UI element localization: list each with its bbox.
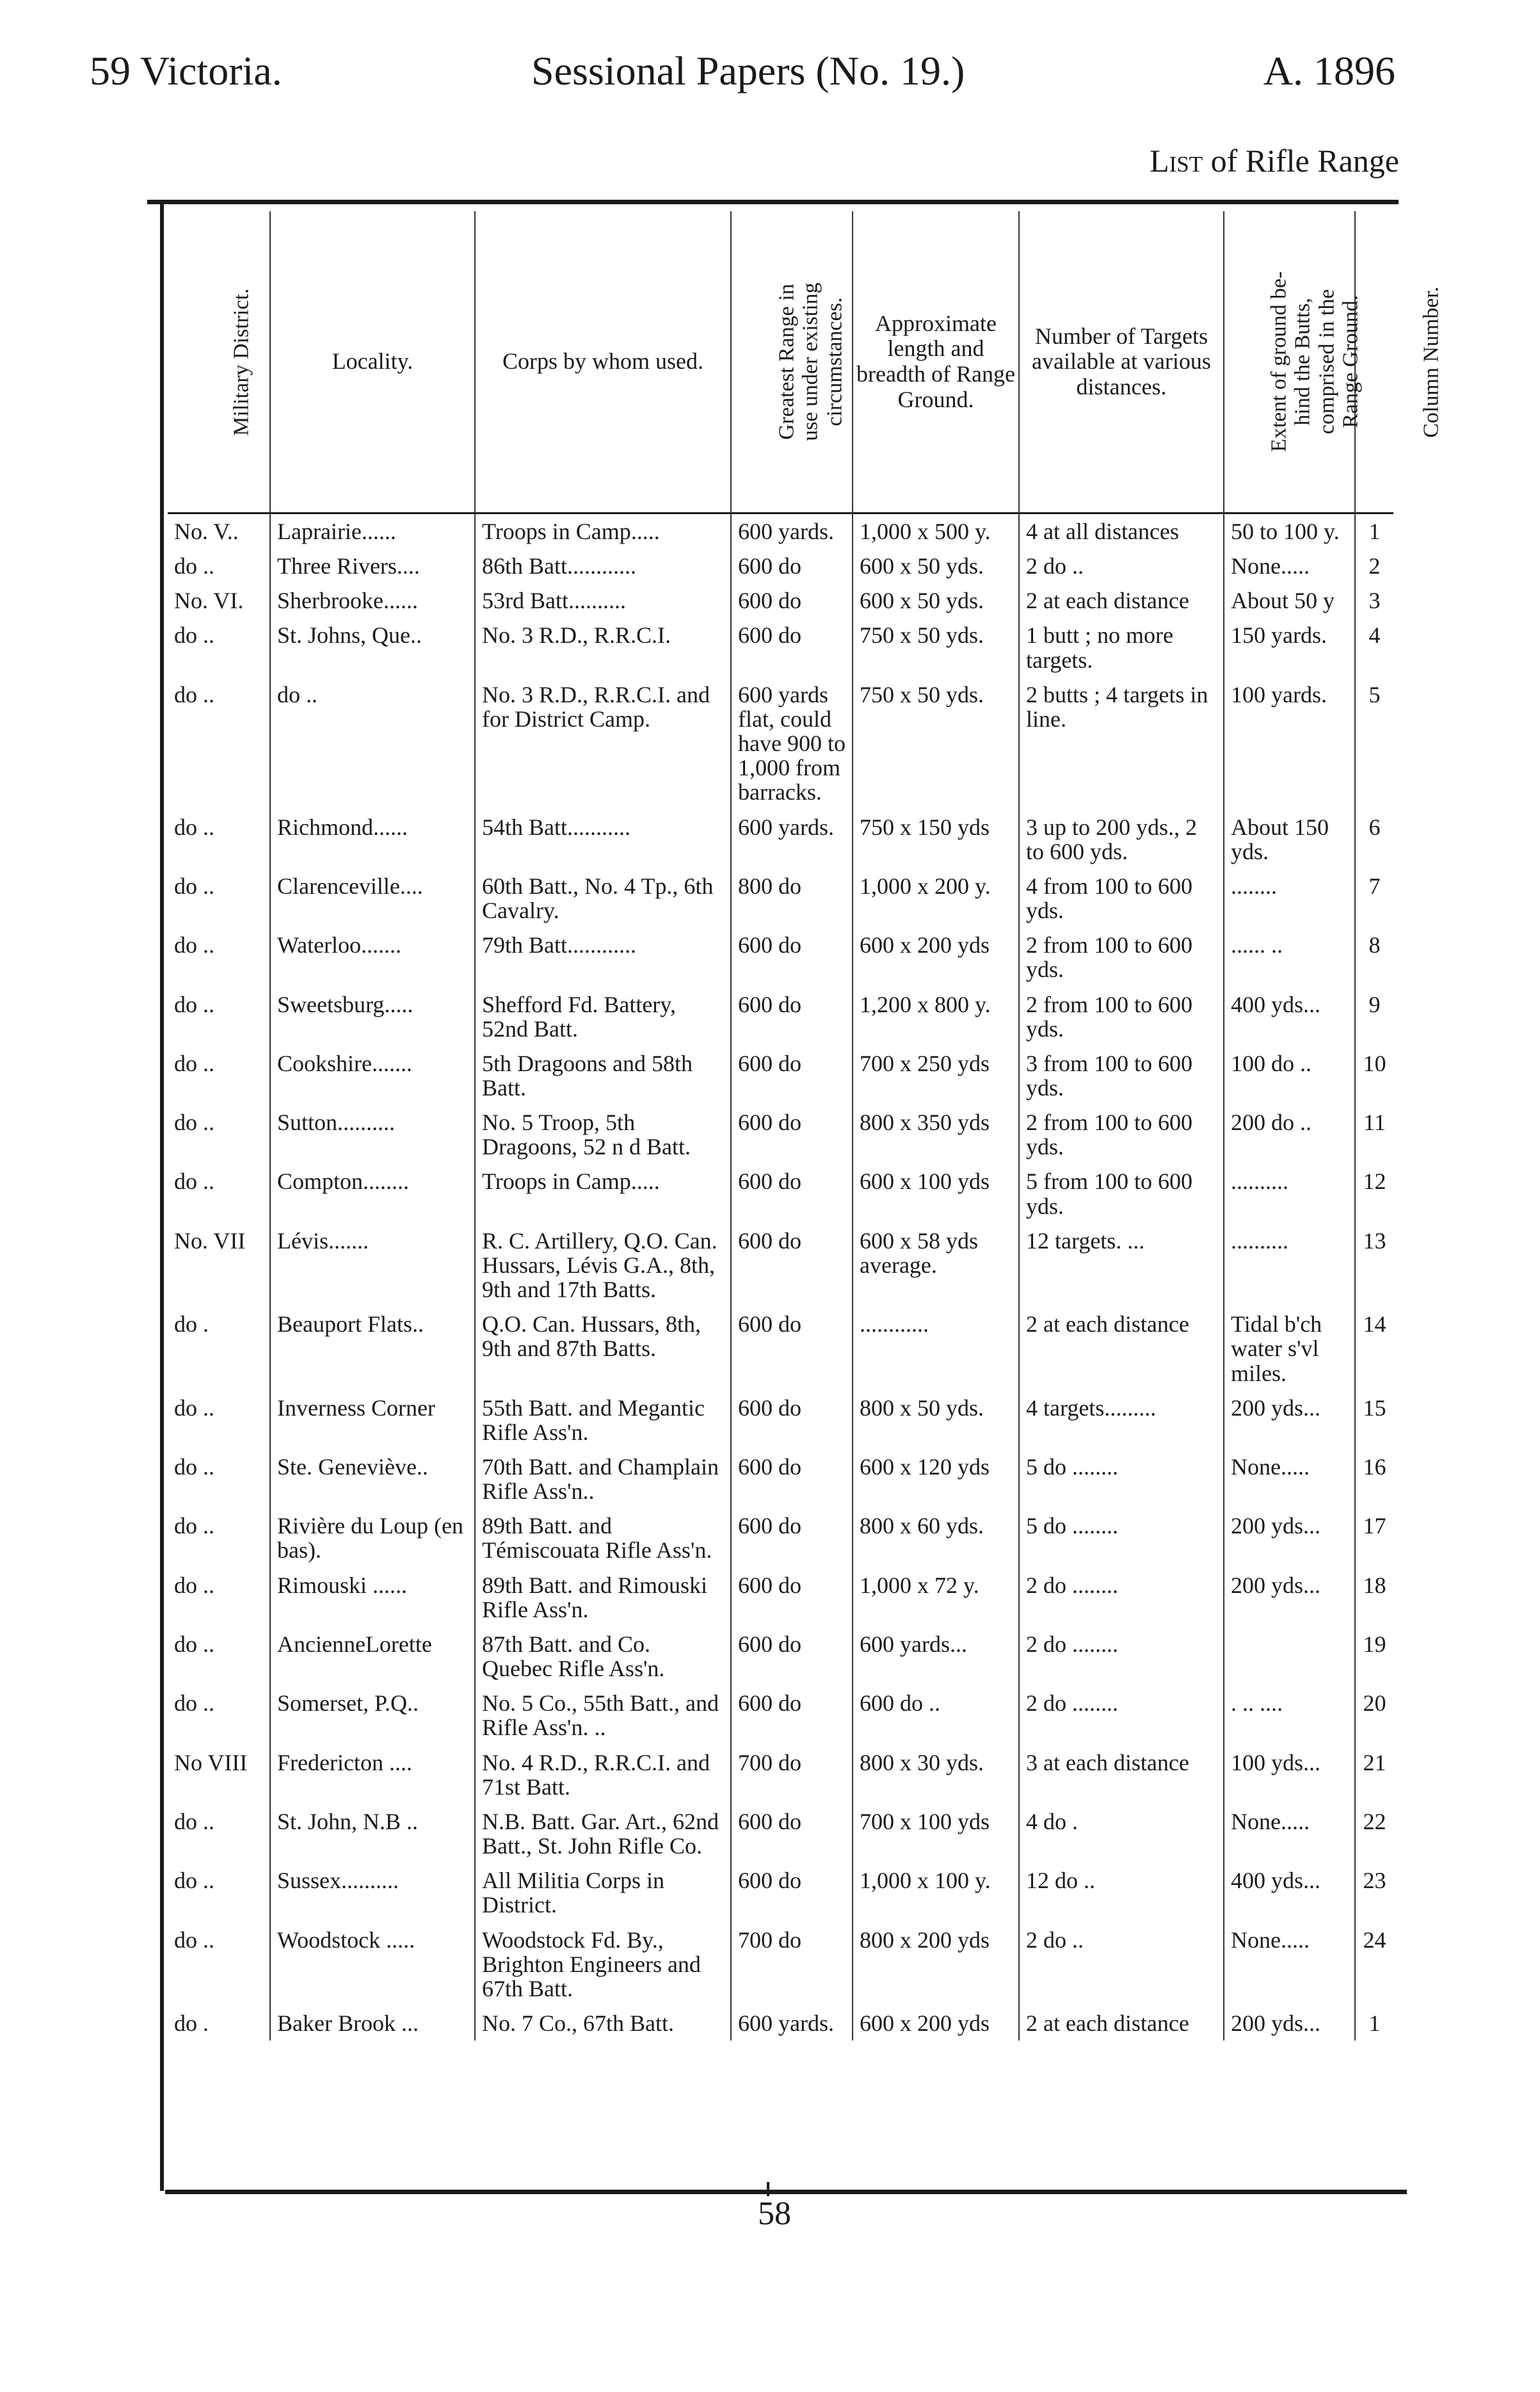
extent-cell: ..........	[1224, 1164, 1355, 1223]
locality-cell: Sutton..........	[270, 1105, 475, 1164]
header-locality-label: Locality.	[332, 348, 413, 375]
extent-cell: 50 to 100 y.	[1224, 513, 1355, 549]
locality-cell: Three Rivers....	[270, 549, 475, 583]
extent-cell: 200 do ..	[1224, 1105, 1355, 1164]
district-cell: do ..	[174, 932, 214, 958]
locality-cell: Inverness Corner	[270, 1391, 475, 1450]
column-number-cell: 11	[1355, 1105, 1393, 1164]
greatest-range-cell: 600 yards.	[731, 2006, 853, 2040]
district-cell: No. V..	[174, 519, 239, 544]
extent-cell: 100 yds...	[1224, 1745, 1355, 1804]
approximate-size-cell: 600 yards...	[853, 1627, 1019, 1686]
greatest-range-cell: 600 do	[731, 583, 853, 618]
extent-cell: ...... ..	[1224, 928, 1355, 987]
table-row	[168, 513, 1393, 549]
district-cell: do ..	[174, 1110, 214, 1136]
column-number-cell: 9	[1355, 987, 1393, 1046]
greatest-range-cell: 600 do	[731, 1307, 853, 1390]
table-row	[168, 1804, 1393, 1863]
table-row	[168, 1627, 1393, 1686]
locality-cell: Somerset, P.Q..	[270, 1686, 475, 1745]
district-cell: do ..	[174, 1690, 214, 1717]
approximate-size-cell: 1,000 x 200 y.	[853, 869, 1019, 928]
locality-cell: St. John, N.B ..	[270, 1804, 475, 1863]
approximate-size-cell: 750 x 50 yds.	[853, 618, 1019, 677]
targets-cell: 5 do ........	[1019, 1450, 1224, 1508]
corps-cell: 79th Batt............	[475, 928, 731, 987]
extent-cell	[1224, 1627, 1355, 1686]
locality-cell: Sweetsburg.....	[270, 987, 475, 1046]
page-number: 58	[758, 2195, 791, 2232]
greatest-range-cell: 700 do	[731, 1745, 853, 1804]
column-number-cell: 24	[1355, 1923, 1393, 2006]
top-rule	[147, 200, 1399, 204]
table-body	[168, 513, 1393, 2041]
extent-cell: . .. ....	[1224, 1686, 1355, 1745]
greatest-range-cell: 600 do	[731, 1105, 853, 1164]
locality-cell: Sussex..........	[270, 1863, 475, 1922]
district-cell: No. VII	[174, 1227, 246, 1254]
corps-cell: No. 4 R.D., R.R.C.I. and 71st Batt.	[475, 1745, 731, 1804]
header-approximate-size	[853, 211, 1019, 513]
approximate-size-cell: 750 x 150 yds	[853, 810, 1019, 869]
district-cell: do ..	[174, 1927, 214, 1953]
corps-cell: No. 7 Co., 67th Batt.	[475, 2006, 731, 2040]
table-row	[168, 1046, 1393, 1105]
approximate-size-cell: 1,000 x 100 y.	[853, 1863, 1019, 1922]
locality-cell: Beauport Flats..	[270, 1307, 475, 1390]
targets-cell: 2 do ........	[1019, 1627, 1224, 1686]
table-row	[168, 1307, 1393, 1390]
header-greatest-range-label	[775, 282, 847, 440]
greatest-range-cell: 600 do	[731, 1804, 853, 1863]
locality-cell: Waterloo.......	[270, 928, 475, 987]
approximate-size-cell: 600 x 100 yds	[853, 1164, 1019, 1223]
district-cell: do ..	[174, 991, 214, 1017]
greatest-range-cell: 600 yards.	[731, 513, 853, 549]
table-row	[168, 810, 1393, 869]
header-military-district-label: Military District.	[229, 288, 253, 437]
corps-cell: Shefford Fd. Battery, 52nd Batt.	[475, 987, 731, 1046]
extent-cell: About 150 yds.	[1224, 810, 1355, 869]
locality-cell: do ..	[270, 677, 475, 810]
approximate-size-cell: 1,000 x 500 y.	[853, 513, 1019, 549]
targets-cell: 2 from 100 to 600 yds.	[1019, 928, 1224, 987]
corps-cell: Troops in Camp.....	[475, 513, 731, 549]
header-extent-line4: Range Ground.	[1338, 295, 1363, 428]
running-head	[90, 47, 1395, 99]
targets-cell: 1 butt ; no more targets.	[1019, 618, 1224, 677]
locality-cell: Cookshire.......	[270, 1046, 475, 1105]
greatest-range-cell: 600 do	[731, 1863, 853, 1922]
greatest-range-cell: 600 do	[731, 987, 853, 1046]
targets-cell: 4 from 100 to 600 yds.	[1019, 869, 1224, 928]
targets-cell: 4 do .	[1019, 1804, 1224, 1863]
locality-cell: Woodstock .....	[270, 1923, 475, 2006]
targets-cell: 5 from 100 to 600 yds.	[1019, 1164, 1224, 1223]
column-number-cell: 1	[1355, 513, 1393, 549]
caption-small-caps: List	[1150, 143, 1203, 179]
approximate-size-cell: 600 do ..	[853, 1686, 1019, 1745]
targets-cell: 3 from 100 to 600 yds.	[1019, 1046, 1224, 1105]
greatest-range-cell: 800 do	[731, 869, 853, 928]
table-row	[168, 1508, 1393, 1567]
district-cell: do ..	[174, 1394, 214, 1421]
extent-cell: ..........	[1224, 1224, 1355, 1307]
approximate-size-cell: 700 x 250 yds	[853, 1046, 1019, 1105]
corps-cell: 86th Batt............	[475, 549, 731, 583]
targets-cell: 2 do ........	[1019, 1568, 1224, 1627]
rifle-range-table	[168, 211, 1443, 2040]
locality-cell: Lévis.......	[270, 1224, 475, 1307]
approximate-size-cell: 800 x 30 yds.	[853, 1745, 1019, 1804]
corps-cell: All Militia Corps in District.	[475, 1863, 731, 1922]
header-greatest-line2: use under existing	[799, 282, 823, 441]
header-corps-label: Corps by whom used.	[502, 348, 703, 375]
header-targets-label: Number of Targets available at various distances.	[1032, 323, 1211, 400]
column-number-cell: 16	[1355, 1450, 1393, 1508]
extent-cell: 100 yards.	[1224, 677, 1355, 810]
targets-cell: 2 do ..	[1019, 549, 1224, 583]
corps-cell: 60th Batt., No. 4 Tp., 6th Cavalry.	[475, 869, 731, 928]
district-cell: do ..	[174, 1168, 214, 1195]
corps-cell: 70th Batt. and Champlain Rifle Ass'n..	[475, 1450, 731, 1508]
locality-cell: St. Johns, Que..	[270, 618, 475, 677]
corps-cell: 87th Batt. and Co. Quebec Rifle Ass'n.	[475, 1627, 731, 1686]
extent-cell: None.....	[1224, 1923, 1355, 2006]
column-number-cell: 4	[1355, 618, 1393, 677]
corps-cell: 55th Batt. and Megantic Rifle Ass'n.	[475, 1391, 731, 1450]
district-cell: do ..	[174, 1513, 214, 1539]
header-locality	[270, 211, 475, 513]
column-number-cell: 14	[1355, 1307, 1393, 1390]
corps-cell: No. 5 Troop, 5th Dragoons, 52 n d Batt.	[475, 1105, 731, 1164]
greatest-range-cell: 600 yards flat, could have 900 to 1,000 from barracks.	[731, 677, 853, 810]
greatest-range-cell: 600 do	[731, 1450, 853, 1508]
greatest-range-cell: 600 do	[731, 1224, 853, 1307]
table-caption	[1150, 142, 1399, 179]
header-extent-line3: comprised in the	[1315, 289, 1339, 435]
greatest-range-cell: 700 do	[731, 1923, 853, 2006]
greatest-range-cell: 600 do	[731, 1568, 853, 1627]
greatest-range-cell: 600 do	[731, 1627, 853, 1686]
column-number-cell: 17	[1355, 1508, 1393, 1567]
district-cell: do ..	[174, 1572, 214, 1598]
column-number-cell: 1	[1355, 2006, 1393, 2040]
header-greatest-line1: Greatest Range in	[774, 284, 799, 440]
targets-cell: 2 at each distance	[1019, 583, 1224, 618]
column-number-cell: 2	[1355, 549, 1393, 583]
locality-cell: Ste. Geneviève..	[270, 1450, 475, 1508]
approximate-size-cell: 600 x 200 yds	[853, 2006, 1019, 2040]
district-cell: do ..	[174, 1050, 214, 1076]
greatest-range-cell: 600 do	[731, 1391, 853, 1450]
column-number-cell: 13	[1355, 1224, 1393, 1307]
column-number-cell: 21	[1355, 1745, 1393, 1804]
extent-cell: 200 yds...	[1224, 1568, 1355, 1627]
column-number-cell: 5	[1355, 677, 1393, 810]
corps-cell: 89th Batt. and Rimouski Rifle Ass'n.	[475, 1568, 731, 1627]
column-number-cell: 19	[1355, 1627, 1393, 1686]
table-row	[168, 928, 1393, 987]
district-cell: do .	[174, 1311, 209, 1337]
targets-cell: 2 at each distance	[1019, 1307, 1224, 1390]
approximate-size-cell: 600 x 200 yds	[853, 928, 1019, 987]
approximate-size-cell: 800 x 50 yds.	[853, 1391, 1019, 1450]
table-row	[168, 1391, 1393, 1450]
corps-cell: 53rd Batt..........	[475, 583, 731, 618]
district-cell: do .	[174, 2010, 209, 2036]
extent-cell: Tidal b'ch water s'vl miles.	[1224, 1307, 1355, 1390]
table-row	[168, 1686, 1393, 1745]
greatest-range-cell: 600 do	[731, 618, 853, 677]
approximate-size-cell: ............	[853, 1307, 1019, 1390]
approximate-size-cell: 600 x 50 yds.	[853, 583, 1019, 618]
targets-cell: 2 do ..	[1019, 1923, 1224, 2006]
extent-cell: 200 yds...	[1224, 1508, 1355, 1567]
table-row	[168, 677, 1393, 810]
locality-cell: Sherbrooke......	[270, 583, 475, 618]
district-cell: do ..	[174, 873, 214, 899]
approximate-size-cell: 600 x 58 yds average.	[853, 1224, 1019, 1307]
locality-cell: Laprairie......	[270, 513, 475, 549]
extent-cell: 150 yards.	[1224, 618, 1355, 677]
corps-cell: 54th Batt...........	[475, 810, 731, 869]
targets-cell: 4 at all distances	[1019, 513, 1224, 549]
table-row	[168, 1745, 1393, 1804]
header-targets	[1019, 211, 1224, 513]
approximate-size-cell: 800 x 60 yds.	[853, 1508, 1019, 1567]
district-cell: do ..	[174, 1631, 214, 1657]
locality-cell: AncienneLorette	[270, 1627, 475, 1686]
greatest-range-cell: 600 do	[731, 1508, 853, 1567]
header-extent-line2: hind the Butts,	[1290, 298, 1315, 426]
corps-cell: Q.O. Can. Hussars, 8th, 9th and 87th Batts.	[475, 1307, 731, 1390]
approximate-size-cell: 1,000 x 72 y.	[853, 1568, 1019, 1627]
table-row	[168, 1923, 1393, 2006]
header-column-number-label: Column Number.	[1419, 286, 1443, 439]
sessional-papers-title: Sessional Papers (No. 19.)	[531, 48, 965, 93]
approximate-size-cell: 1,200 x 800 y.	[853, 987, 1019, 1046]
table-row	[168, 583, 1393, 618]
column-number-cell: 8	[1355, 928, 1393, 987]
approximate-size-cell: 700 x 100 yds	[853, 1804, 1019, 1863]
corps-cell: Woodstock Fd. By., Brighton Engineers and 67th Batt.	[475, 1923, 731, 2006]
greatest-range-cell: 600 do	[731, 1686, 853, 1745]
extent-cell: 200 yds...	[1224, 2006, 1355, 2040]
session-label: 59 Victoria.	[90, 48, 282, 93]
greatest-range-cell: 600 yards.	[731, 810, 853, 869]
greatest-range-cell: 600 do	[731, 1046, 853, 1105]
header-greatest-range	[731, 211, 853, 513]
table-row	[168, 1450, 1393, 1508]
table-row	[168, 1164, 1393, 1223]
targets-cell: 4 targets.........	[1019, 1391, 1224, 1450]
greatest-range-cell: 600 do	[731, 1164, 853, 1223]
column-number-cell: 7	[1355, 869, 1393, 928]
header-extent-label	[1267, 271, 1363, 452]
corps-cell: 89th Batt. and Témiscouata Rifle Ass'n.	[475, 1508, 731, 1567]
year-label: A. 1896	[1263, 48, 1395, 93]
locality-cell: Clarenceville....	[270, 869, 475, 928]
locality-cell: Baker Brook ...	[270, 2006, 475, 2040]
locality-cell: Rivière du Loup (en bas).	[270, 1508, 475, 1567]
corps-cell: No. 5 Co., 55th Batt., and Rifle Ass'n. ..	[475, 1686, 731, 1745]
locality-cell: Richmond......	[270, 810, 475, 869]
extent-cell: 100 do ..	[1224, 1046, 1355, 1105]
table-row	[168, 1863, 1393, 1922]
extent-cell: About 50 y	[1224, 583, 1355, 618]
targets-cell: 3 at each distance	[1019, 1745, 1224, 1804]
column-number-cell: 15	[1355, 1391, 1393, 1450]
district-cell: do ..	[174, 622, 214, 649]
approximate-size-cell: 800 x 350 yds	[853, 1105, 1019, 1164]
header-military-district	[168, 211, 270, 513]
extent-cell: ........	[1224, 869, 1355, 928]
table-row	[168, 1105, 1393, 1164]
table-header	[168, 211, 1443, 513]
targets-cell: 2 do ........	[1019, 1686, 1224, 1745]
header-greatest-line3: circumstances.	[822, 297, 847, 426]
greatest-range-cell: 600 do	[731, 549, 853, 583]
caption-rest: of Rifle Range	[1203, 143, 1399, 179]
left-rule	[160, 204, 164, 2191]
column-number-cell: 12	[1355, 1164, 1393, 1223]
extent-cell: 200 yds...	[1224, 1391, 1355, 1450]
corps-cell: Troops in Camp.....	[475, 1164, 731, 1223]
header-extent-line1: Extent of ground be-	[1267, 271, 1291, 453]
district-cell: do ..	[174, 1808, 214, 1834]
locality-cell: Rimouski ......	[270, 1568, 475, 1627]
table-row	[168, 549, 1393, 583]
targets-cell: 2 from 100 to 600 yds.	[1019, 1105, 1224, 1164]
column-number-cell: 6	[1355, 810, 1393, 869]
targets-cell: 5 do ........	[1019, 1508, 1224, 1567]
header-corps	[475, 211, 731, 513]
column-number-cell: 10	[1355, 1046, 1393, 1105]
corps-cell: No. 3 R.D., R.R.C.I.	[475, 618, 731, 677]
table-row	[168, 2006, 1393, 2040]
approximate-size-cell: 600 x 50 yds.	[853, 549, 1019, 583]
column-number-cell: 3	[1355, 583, 1393, 618]
targets-cell: 12 targets. ...	[1019, 1224, 1224, 1307]
column-number-cell: 20	[1355, 1686, 1393, 1745]
district-cell: do ..	[174, 814, 214, 840]
targets-cell: 2 butts ; 4 targets in line.	[1019, 677, 1224, 810]
locality-cell: Compton........	[270, 1164, 475, 1223]
corps-cell: 5th Dragoons and 58th Batt.	[475, 1046, 731, 1105]
column-number-cell: 22	[1355, 1804, 1393, 1863]
district-cell: No. VI.	[174, 588, 244, 614]
column-number-cell: 18	[1355, 1568, 1393, 1627]
locality-cell: Fredericton ....	[270, 1745, 475, 1804]
table-row	[168, 618, 1393, 677]
header-extent	[1224, 211, 1363, 513]
table-row	[168, 1568, 1393, 1627]
district-cell: No VIII	[174, 1749, 248, 1775]
district-cell: do ..	[174, 1454, 214, 1480]
bottom-rule	[165, 2190, 1407, 2194]
header-approximate-size-label: Approximate length and breadth of Range Ground.	[856, 310, 1015, 412]
greatest-range-cell: 600 do	[731, 928, 853, 987]
approximate-size-cell: 600 x 120 yds	[853, 1450, 1019, 1508]
approximate-size-cell: 800 x 200 yds	[853, 1923, 1019, 2006]
targets-cell: 2 from 100 to 600 yds.	[1019, 987, 1224, 1046]
column-number-cell: 23	[1355, 1863, 1393, 1922]
corps-cell: R. C. Artillery, Q.O. Can. Hussars, Lévis G.A., 8th, 9th and 17th Batts.	[475, 1224, 731, 1307]
approximate-size-cell: 750 x 50 yds.	[853, 677, 1019, 810]
targets-cell: 12 do ..	[1019, 1863, 1224, 1922]
targets-cell: 2 at each distance	[1019, 2006, 1224, 2040]
district-cell: do ..	[174, 1868, 214, 1894]
table-row	[168, 987, 1393, 1046]
extent-cell: 400 yds...	[1224, 1863, 1355, 1922]
extent-cell: None.....	[1224, 1450, 1355, 1508]
table-row	[168, 869, 1393, 928]
district-cell: do ..	[174, 681, 214, 707]
table-row	[168, 1224, 1393, 1307]
extent-cell: 400 yds...	[1224, 987, 1355, 1046]
corps-cell: N.B. Batt. Gar. Art., 62nd Batt., St. John Rifle Co.	[475, 1804, 731, 1863]
folio-tick	[767, 2182, 769, 2196]
targets-cell: 3 up to 200 yds., 2 to 600 yds.	[1019, 810, 1224, 869]
district-cell: do ..	[174, 553, 214, 579]
corps-cell: No. 3 R.D., R.R.C.I. and for District Camp.	[475, 677, 731, 810]
extent-cell: None.....	[1224, 549, 1355, 583]
extent-cell: None.....	[1224, 1804, 1355, 1863]
